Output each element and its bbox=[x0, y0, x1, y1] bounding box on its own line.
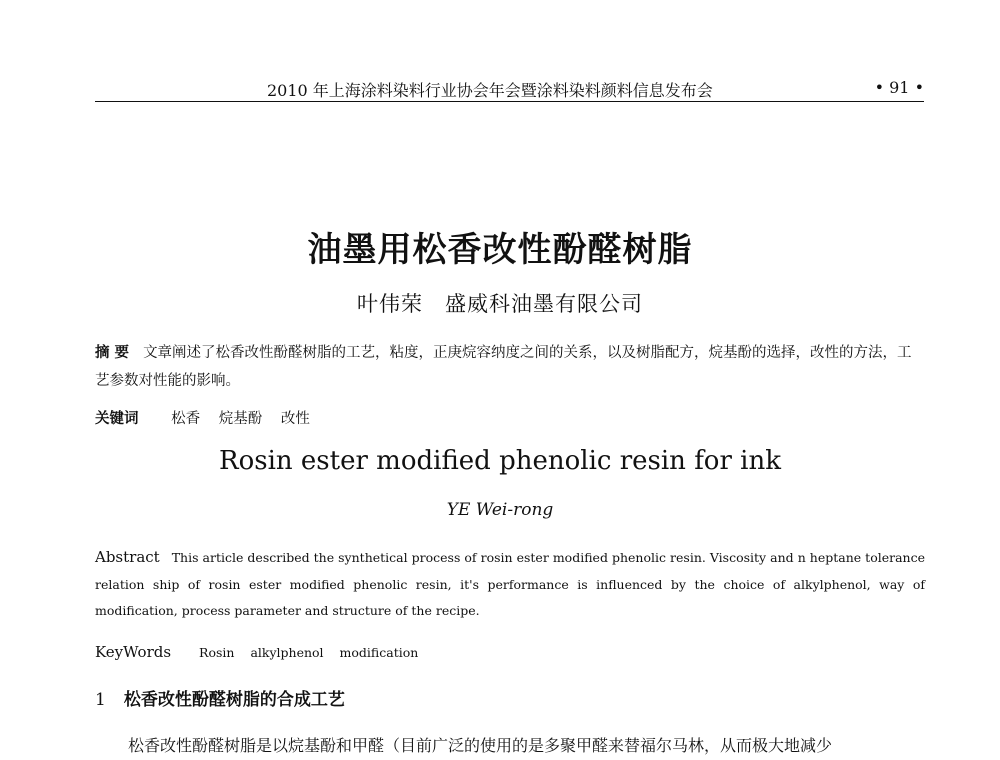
running-header-title: 2010 年上海涂料染料行业协会年会暨涂料染料颜料信息发布会 bbox=[267, 81, 713, 100]
keyword-cn: 烷基酚 bbox=[218, 411, 263, 427]
author-en: YE Wei-rong bbox=[446, 500, 554, 520]
keyword-en: alkylphenol bbox=[250, 645, 324, 660]
keyword-en: modification bbox=[339, 645, 419, 660]
keyword-en: Rosin bbox=[199, 645, 235, 660]
paper-title-en: Rosin ester modified phenolic resin for ink bbox=[219, 446, 781, 476]
abstract-en bbox=[95, 544, 925, 625]
paper-title-cn: 油墨用松香改性酚醛树脂 bbox=[307, 230, 693, 270]
keywords-cn-label: 关键词 bbox=[95, 410, 139, 427]
section-heading bbox=[95, 685, 345, 710]
abstract-en-text: This article described the synthetical process of rosin ester modified phenolic resin. Viscosity and n heptane tolerance relation ship of rosin ester modified phenolic resin, it's performance is influenced by the choice of alkylphenol, way of modification, process parameter and structure of the recipe. bbox=[95, 550, 925, 618]
abstract-cn-text: 文章阐述了松香改性酚醛树脂的工艺，粘度，正庚烷容纳度之间的关系，以及树脂配方，烷基酚的选择，改性的方法，工艺参数对性能的影响。 bbox=[95, 345, 912, 389]
running-header bbox=[95, 74, 924, 100]
section-heading-text: 松香改性酚醛树脂的合成工艺 bbox=[123, 690, 345, 710]
keyword-cn: 改性 bbox=[280, 411, 310, 427]
body-paragraph: 松香改性酚醛树脂是以烷基酚和甲醛（目前广泛的使用的是多聚甲醛来替福尔马林，从而极大地减少 bbox=[128, 736, 833, 755]
abstract-en-label: Abstract bbox=[95, 548, 160, 566]
keywords-cn bbox=[95, 407, 310, 428]
page-number: • 91 • bbox=[874, 78, 924, 97]
authors-cn: 叶伟荣 盛威科油墨有限公司 bbox=[357, 292, 643, 316]
header-rule bbox=[95, 101, 924, 102]
keywords-en bbox=[95, 643, 418, 661]
keywords-en-label: KeyWords bbox=[95, 643, 172, 661]
keyword-cn: 松香 bbox=[171, 411, 201, 427]
abstract-cn bbox=[95, 339, 925, 395]
section-number: 1 bbox=[95, 690, 106, 710]
abstract-cn-label: 摘 要 bbox=[95, 344, 130, 361]
